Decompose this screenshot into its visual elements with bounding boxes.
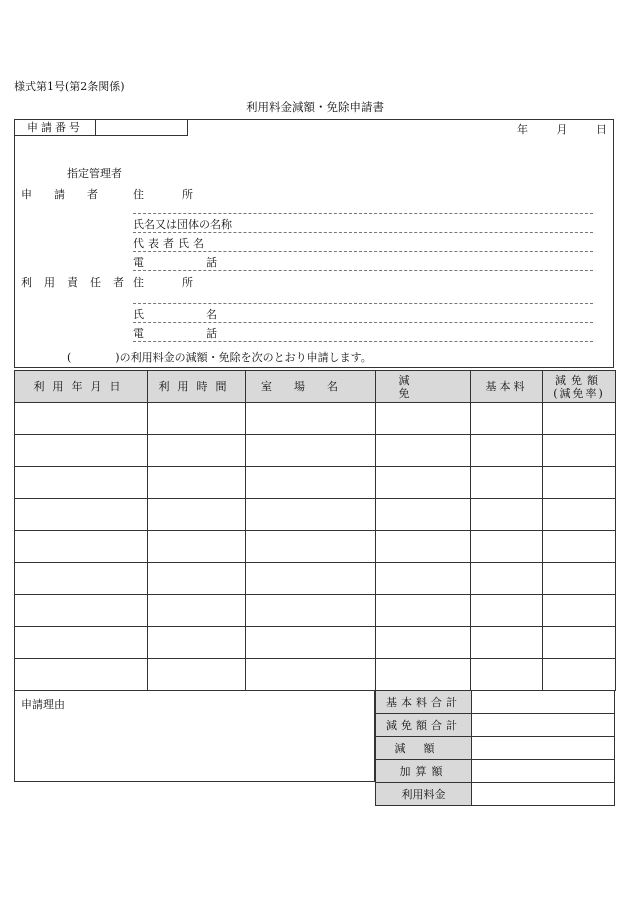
cell-room-name[interactable] <box>246 435 376 467</box>
reduction-total-value[interactable] <box>472 714 615 737</box>
cell-reduction[interactable] <box>376 499 471 531</box>
summary-row <box>376 691 615 714</box>
cell-room-name[interactable] <box>246 563 376 595</box>
cell-usage-time[interactable] <box>148 659 246 691</box>
cell-base-fee[interactable] <box>471 499 543 531</box>
table-row <box>15 659 616 691</box>
responsible-name-label: 氏名 <box>133 308 279 321</box>
cell-usage-time[interactable] <box>148 403 246 435</box>
applicant-section <box>14 119 614 368</box>
representative-line[interactable] <box>133 251 593 252</box>
date-line[interactable] <box>517 121 607 137</box>
table-row <box>15 467 616 499</box>
cell-usage-time[interactable] <box>148 435 246 467</box>
cell-reduction[interactable] <box>376 435 471 467</box>
cell-usage-date[interactable] <box>15 467 148 499</box>
cell-reduction[interactable] <box>376 595 471 627</box>
request-sentence: ( )の利用料金の減額・免除を次のとおり申請します。 <box>67 351 372 364</box>
applicant-phone-line[interactable] <box>133 270 593 271</box>
cell-reduction-amount[interactable] <box>543 659 616 691</box>
cell-usage-date[interactable] <box>15 531 148 563</box>
cell-usage-time[interactable] <box>148 627 246 659</box>
header-usage-time: 利用時間 <box>148 371 246 403</box>
additional-amount-value[interactable] <box>472 760 615 783</box>
cell-reduction[interactable] <box>376 403 471 435</box>
responsible-name-line[interactable] <box>133 322 593 323</box>
cell-usage-time[interactable] <box>148 531 246 563</box>
cell-usage-date[interactable] <box>15 563 148 595</box>
cell-room-name[interactable] <box>246 627 376 659</box>
cell-room-name[interactable] <box>246 659 376 691</box>
applicant-address-line[interactable] <box>133 213 593 214</box>
usage-table <box>14 370 616 691</box>
reduction-total-label: 減免額合計 <box>376 714 472 737</box>
cell-base-fee[interactable] <box>471 627 543 659</box>
summary-table <box>375 691 615 806</box>
cell-reduction-amount[interactable] <box>543 595 616 627</box>
reason-box[interactable] <box>14 691 375 782</box>
org-name-label: 氏名又は団体の名称 <box>133 218 232 231</box>
cell-base-fee[interactable] <box>471 435 543 467</box>
table-row <box>15 595 616 627</box>
cell-room-name[interactable] <box>246 531 376 563</box>
header-room-name: 室場名 <box>246 371 376 403</box>
cell-base-fee[interactable] <box>471 403 543 435</box>
applicant-label: 申請者 <box>21 188 120 201</box>
form-title: 利用料金減額・免除申請書 <box>246 100 384 114</box>
cell-base-fee[interactable] <box>471 563 543 595</box>
table-row <box>15 627 616 659</box>
table-row <box>15 563 616 595</box>
summary-row <box>376 760 615 783</box>
cell-base-fee[interactable] <box>471 595 543 627</box>
reduced-amount-value[interactable] <box>472 737 615 760</box>
table-header-row <box>15 371 616 403</box>
usage-fee-label: 利用料金 <box>376 783 472 806</box>
usage-fee-value[interactable] <box>472 783 615 806</box>
table-row <box>15 531 616 563</box>
cell-usage-date[interactable] <box>15 435 148 467</box>
date-day-label: 日 <box>596 123 607 136</box>
table-row <box>15 499 616 531</box>
applicant-phone-label: 電話 <box>133 256 279 269</box>
summary-row <box>376 714 615 737</box>
reduced-amount-label: 減額 <box>376 737 472 760</box>
base-fee-total-value[interactable] <box>472 691 615 714</box>
cell-usage-date[interactable] <box>15 659 148 691</box>
cell-usage-time[interactable] <box>148 563 246 595</box>
table-row <box>15 435 616 467</box>
responsible-label: 利用責任者 <box>21 276 136 289</box>
cell-reduction-amount[interactable] <box>543 467 616 499</box>
cell-reduction-amount[interactable] <box>543 435 616 467</box>
cell-usage-date[interactable] <box>15 595 148 627</box>
application-number-field[interactable] <box>95 120 188 136</box>
cell-usage-time[interactable] <box>148 499 246 531</box>
cell-room-name[interactable] <box>246 499 376 531</box>
reason-label: 申請理由 <box>21 698 65 711</box>
cell-reduction-amount[interactable] <box>543 627 616 659</box>
responsible-phone-line[interactable] <box>133 341 593 342</box>
applicant-address-label: 住所 <box>133 188 231 201</box>
designated-manager-label: 指定管理者 <box>67 167 122 180</box>
form-number: 様式第1号(第2条関係) <box>14 80 125 93</box>
summary-row <box>376 783 615 806</box>
table-row <box>15 403 616 435</box>
cell-base-fee[interactable] <box>471 531 543 563</box>
cell-usage-date[interactable] <box>15 499 148 531</box>
cell-reduction[interactable] <box>376 531 471 563</box>
cell-room-name[interactable] <box>246 403 376 435</box>
cell-reduction-amount[interactable] <box>543 531 616 563</box>
cell-reduction[interactable] <box>376 467 471 499</box>
responsible-address-label: 住所 <box>133 276 231 289</box>
date-month-label: 月 <box>556 123 568 136</box>
header-reduction: 減免 <box>376 371 471 403</box>
org-name-line[interactable] <box>133 232 593 233</box>
representative-label: 代表者氏名 <box>133 237 208 250</box>
cell-room-name[interactable] <box>246 595 376 627</box>
cell-base-fee[interactable] <box>471 659 543 691</box>
responsible-address-line[interactable] <box>133 303 593 304</box>
base-fee-total-label: 基本料合計 <box>376 691 472 714</box>
cell-base-fee[interactable] <box>471 467 543 499</box>
responsible-phone-label: 電話 <box>133 327 279 340</box>
cell-reduction-amount[interactable] <box>543 563 616 595</box>
header-usage-date: 利用年月日 <box>15 371 148 403</box>
date-year-label: 年 <box>517 123 528 136</box>
header-base-fee: 基本料 <box>471 371 543 403</box>
cell-reduction-amount[interactable] <box>543 403 616 435</box>
cell-usage-date[interactable] <box>15 627 148 659</box>
cell-usage-time[interactable] <box>148 595 246 627</box>
cell-room-name[interactable] <box>246 467 376 499</box>
summary-row <box>376 737 615 760</box>
cell-usage-time[interactable] <box>148 467 246 499</box>
cell-usage-date[interactable] <box>15 403 148 435</box>
cell-reduction[interactable] <box>376 659 471 691</box>
header-reduction-amount: 減免額 (減免率) <box>543 371 616 403</box>
additional-amount-label: 加算額 <box>376 760 472 783</box>
cell-reduction[interactable] <box>376 563 471 595</box>
cell-reduction-amount[interactable] <box>543 499 616 531</box>
cell-reduction[interactable] <box>376 627 471 659</box>
application-number-label: 申請番号 <box>15 120 96 136</box>
